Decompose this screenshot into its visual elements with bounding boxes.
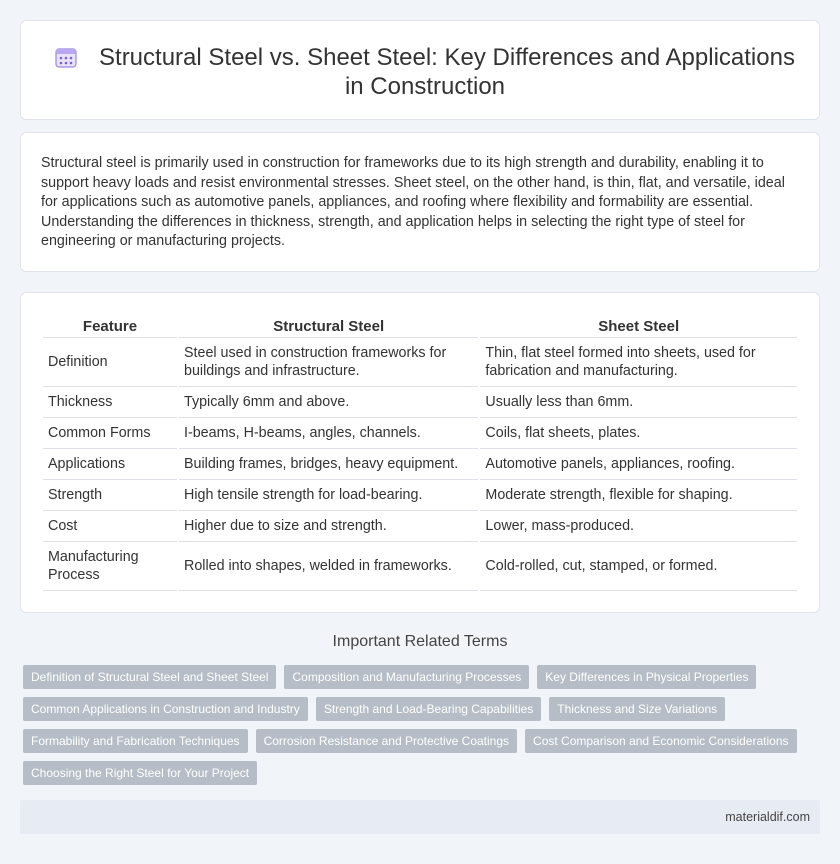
page-title (51, 43, 799, 101)
related-term-tag[interactable]: Definition of Structural Steel and Sheet Steel (23, 665, 276, 689)
related-term-tag[interactable]: Strength and Load-Bearing Capabilities (316, 697, 541, 721)
row-structural: Typically 6mm and above. (179, 387, 478, 418)
calendar-icon (55, 46, 77, 68)
header-card (20, 20, 820, 120)
row-sheet: Cold-rolled, cut, stamped, or formed. (480, 542, 797, 591)
related-terms-heading: Important Related Terms (332, 633, 508, 650)
row-sheet: Automotive panels, appliances, roofing. (480, 449, 797, 480)
related-term-tag[interactable]: Choosing the Right Steel for Your Project (23, 761, 257, 785)
footer-bar (20, 800, 820, 834)
header-structural-steel: Structural Steel (179, 313, 478, 338)
row-sheet: Usually less than 6mm. (480, 387, 797, 418)
related-term-tag[interactable]: Key Differences in Physical Properties (537, 665, 756, 689)
row-feature: Definition (43, 338, 177, 387)
row-sheet: Coils, flat sheets, plates. (480, 418, 797, 449)
row-feature: Applications (43, 449, 177, 480)
table-row (43, 542, 797, 591)
row-structural: Building frames, bridges, heavy equipment. (179, 449, 478, 480)
table-header-row (43, 313, 797, 338)
related-term-tag[interactable]: Corrosion Resistance and Protective Coatings (256, 729, 517, 753)
intro-card (20, 132, 820, 272)
comparison-table (41, 313, 799, 591)
related-term-tag[interactable]: Cost Comparison and Economic Considerations (525, 729, 796, 753)
row-feature: Common Forms (43, 418, 177, 449)
row-feature: Strength (43, 480, 177, 511)
row-structural: Higher due to size and strength. (179, 511, 478, 542)
intro-paragraph: Structural steel is primarily used in construction for frameworks due to its high strength and durability, enabling it to support heavy loads and resist environmental stresses. Sheet steel, on the other hand, is thin, flat, and versatile, ideal for applications such as automotive panels, appliances, and roofing where flexibility and formability are essential. Understanding the differences in thickness, strength, and application helps in selecting the right type of steel for engineering or manufacturing projects. (41, 155, 785, 250)
related-terms-list (23, 665, 803, 785)
row-structural: High tensile strength for load-bearing. (179, 480, 478, 511)
table-row (43, 387, 797, 418)
row-sheet: Thin, flat steel formed into sheets, used for fabrication and manufacturing. (480, 338, 797, 387)
row-structural: Rolled into shapes, welded in frameworks. (179, 542, 478, 591)
page-title-text: Structural Steel vs. Sheet Steel: Key Differences and Applications in Construction (99, 44, 795, 100)
row-feature: Thickness (43, 387, 177, 418)
row-structural: Steel used in construction frameworks for buildings and infrastructure. (179, 338, 478, 387)
row-sheet: Lower, mass-produced. (480, 511, 797, 542)
row-sheet: Moderate strength, flexible for shaping. (480, 480, 797, 511)
table-row (43, 449, 797, 480)
table-row (43, 418, 797, 449)
table-row (43, 511, 797, 542)
row-structural: I-beams, H-beams, angles, channels. (179, 418, 478, 449)
row-feature: Manufacturing Process (43, 542, 177, 591)
related-term-tag[interactable]: Formability and Fabrication Techniques (23, 729, 248, 753)
header-sheet-steel: Sheet Steel (480, 313, 797, 338)
table-row (43, 338, 797, 387)
table-row (43, 480, 797, 511)
related-term-tag[interactable]: Thickness and Size Variations (549, 697, 725, 721)
row-feature: Cost (43, 511, 177, 542)
related-term-tag[interactable]: Common Applications in Construction and Industry (23, 697, 308, 721)
related-term-tag[interactable]: Composition and Manufacturing Processes (284, 665, 529, 689)
comparison-table-card (20, 292, 820, 613)
header-feature: Feature (43, 313, 177, 338)
footer-site-name[interactable]: materialdif.com (725, 810, 810, 824)
